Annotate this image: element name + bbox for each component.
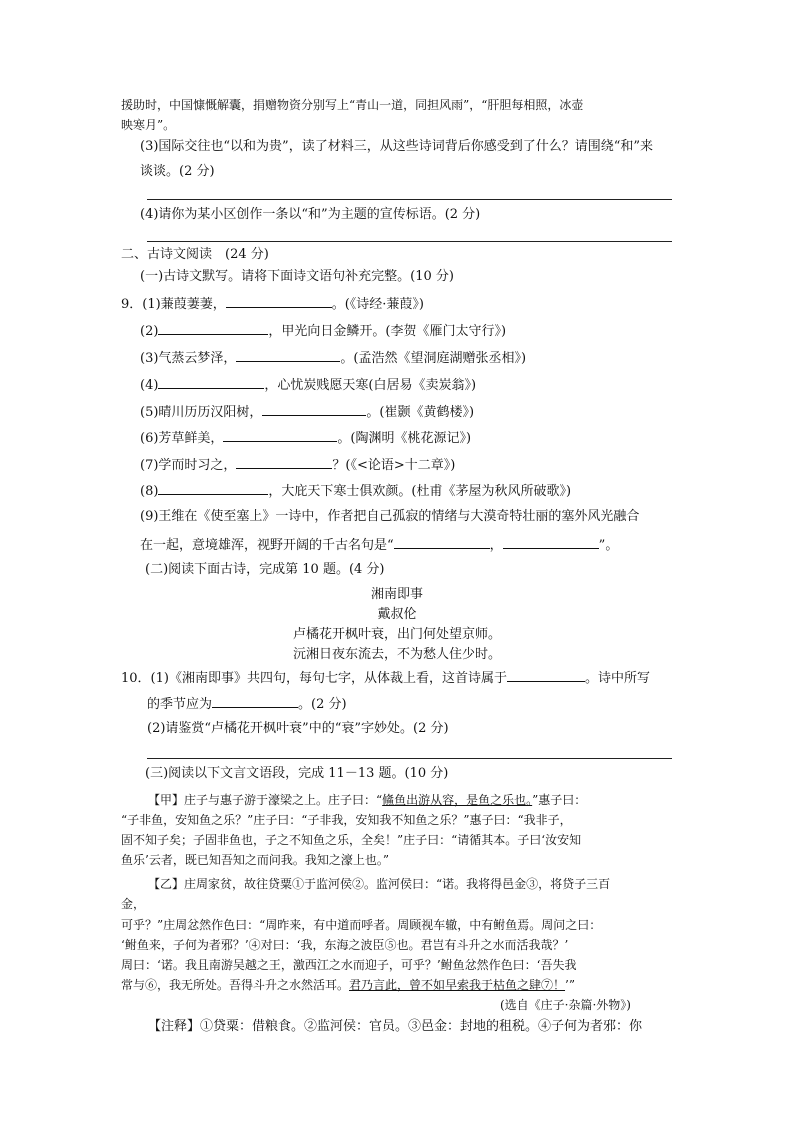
item-source: ，大庇天下寒士俱欢颜。(杜甫《茅屋为秋风所破歌》)	[268, 484, 572, 499]
poem-line: 沅湘日夜东流去，不为愁人住少时。	[292, 647, 501, 662]
passage-yi-line	[121, 976, 575, 994]
passage-text: ’”	[565, 978, 575, 992]
question-10-1	[121, 668, 650, 688]
item-prompt: 的季节应为	[147, 697, 213, 712]
part-2-heading: (二)阅读下面古诗，完成第 10 题。(4 分)	[145, 562, 385, 577]
answer-line	[147, 199, 672, 200]
item-source: 。(《诗经·蒹葭》)	[331, 297, 424, 312]
poem-line: 卢橘花开枫叶衰，出门何处望京师。	[292, 627, 501, 642]
question-number: 10．	[121, 671, 151, 686]
item-source: ？(《<论语>十二章》)	[332, 458, 456, 473]
fill-blank[interactable]	[158, 375, 264, 389]
question-9-item-4	[140, 375, 476, 395]
item-score: 。(2 分)	[298, 697, 347, 712]
answer-line	[147, 758, 672, 759]
question-10-2: (2)请鉴赏“卢橘花开枫叶衰”中的“衰”字妙处。(2 分)	[147, 721, 449, 736]
question-9-item-3	[140, 348, 526, 368]
question-9-item-5	[140, 402, 474, 422]
question-4: (4)请你为某小区创作一条以“和”为主题的宣传标语。(2 分)	[140, 207, 481, 222]
question-9-item-8	[140, 481, 571, 501]
annotation-notes: 【注释】①贷粟：借粮食。②监河侯：官员。③邑金：封地的租税。④子何为者邪：你	[148, 1019, 643, 1034]
underlined-sentence: 君乃言此，曾不如早索我于枯鱼之肆⑦！	[349, 978, 566, 992]
item-source: ，心忧炭贱愿天寒(白居易《卖炭翁》)	[264, 378, 477, 393]
answer-line	[147, 241, 672, 242]
item-prompt: 在一起，意境雄浑，视野开阔的千古名句是“	[140, 538, 394, 553]
material-text-line: 援助时，中国慷慨解囊，捐赠物资分别写上“青山一道，同担风雨”，“肝胆每相照，冰壶	[121, 98, 584, 112]
item-prompt: (1)蒹葭萋萋，	[142, 297, 226, 312]
passage-yi-line: 金，	[121, 897, 146, 911]
passage-jia-line	[148, 791, 586, 809]
fill-blank[interactable]	[507, 668, 585, 682]
item-prompt: (8)	[140, 484, 159, 499]
fill-blank[interactable]	[223, 428, 337, 442]
fill-blank[interactable]	[158, 481, 268, 495]
item-prompt: (4)	[140, 378, 159, 393]
poem-title: 湘南即事	[370, 587, 423, 602]
item-prompt: (7)学而时习之，	[140, 458, 237, 473]
item-source: ，甲光向日金鳞开。(李贺《雁门太守行》)	[268, 324, 507, 339]
question-9-item-9: (9)王维在《使至塞上》一诗中，作者把自己孤寂的情绪与大漠奇特壮丽的塞外风光融合	[140, 509, 640, 524]
material-text-line: 映寒月”。	[121, 118, 176, 132]
passage-source: (选自《庄子·杂篇·外物》)	[500, 998, 631, 1012]
underlined-sentence: 鯈鱼出游从容，是鱼之乐也。	[382, 793, 533, 807]
item-source: 。(孟浩然《望洞庭湖赠张丞相》)	[340, 351, 527, 366]
fill-blank[interactable]	[212, 694, 298, 708]
fill-blank[interactable]	[226, 294, 332, 308]
fill-blank[interactable]	[394, 535, 490, 549]
passage-yi-line: 周曰：‘诺。我且南游吴越之王，激西江之水而迎子，可乎？’鲋鱼忿然作色曰：‘吾失我	[121, 958, 577, 972]
question-10-1-cont	[147, 694, 347, 714]
item-end: ”。	[598, 538, 619, 553]
passage-jia-line: 固不知子矣；子固非鱼也，子之不知鱼之乐，全矣！”庄子曰：“请循其本。子曰‘汝安知	[121, 833, 582, 847]
question-9-item-6	[140, 428, 471, 448]
part-3-heading: (三)阅读以下文言文语段，完成 11－13 题。(10 分)	[145, 766, 449, 781]
passage-text: 【甲】庄子与惠子游于濠梁之上。庄子曰：“	[148, 793, 383, 807]
fill-blank[interactable]	[262, 402, 366, 416]
fill-blank[interactable]	[503, 535, 599, 549]
question-9-item-1	[121, 294, 424, 314]
item-prompt-end: 。诗中所写	[584, 671, 650, 686]
passage-yi-line: ‘鲋鱼来，子何为者邪？’④对曰：‘我，东海之波臣⑤也。君岂有斗升之水而活我哉？’	[121, 938, 569, 952]
passage-yi-line: 【乙】庄周家贫，故往贷粟①于监河侯②。监河侯曰：“诺。我将得邑金③，将贷子三百	[148, 877, 611, 891]
fill-blank[interactable]	[158, 321, 268, 335]
poem-author: 戴叔伦	[377, 607, 417, 622]
question-9-item-2	[140, 321, 506, 341]
item-prompt: (6)芳草鲜美，	[140, 431, 224, 446]
passage-jia-line: “子非鱼，安知鱼之乐？”庄子曰：“子非我，安知我不知鱼之乐？”惠子曰：“我非子，	[121, 813, 572, 827]
question-3: (3)国际交往也“以和为贵”，读了材料三，从这些诗词背后你感受到了什么？请围绕“和”来	[140, 139, 653, 154]
question-9-item-7	[140, 455, 455, 475]
question-number: 9．	[121, 297, 143, 312]
question-3-cont: 谈谈。(2 分)	[140, 164, 215, 179]
passage-yi-line: 可乎？”庄周忿然作色曰：“周昨来，有中道而呼者。周顾视车辙，中有鲋鱼焉。周问之曰：	[121, 918, 602, 932]
item-prompt: (5)晴川历历汉阳树，	[140, 405, 263, 420]
question-9-item-9-cont	[140, 535, 618, 555]
fill-blank[interactable]	[236, 348, 340, 362]
item-prompt: (1)《湘南即事》共四句，每句七字，从体裁上看，这首诗属于	[150, 671, 507, 686]
part-1-heading: (一)古诗文默写。请将下面诗文语句补充完整。(10 分)	[140, 269, 454, 284]
item-source: 。(崔颢《黄鹤楼》)	[366, 405, 475, 420]
passage-jia-line: 鱼乐’云者，既已知吾知之而问我。我知之濠上也。”	[121, 853, 389, 867]
item-prompt: (2)	[140, 324, 159, 339]
item-source: 。(陶渊明《桃花源记》)	[337, 431, 472, 446]
passage-text: 常与⑥，我无所处。吾得斗升之水然活耳。	[121, 978, 350, 992]
section-title: 二、古诗文阅读 (24 分)	[121, 247, 269, 262]
item-separator: ，	[489, 538, 503, 553]
item-prompt: (3)气蒸云梦泽，	[140, 351, 237, 366]
fill-blank[interactable]	[236, 455, 332, 469]
passage-text: ”惠子曰：	[532, 793, 587, 807]
